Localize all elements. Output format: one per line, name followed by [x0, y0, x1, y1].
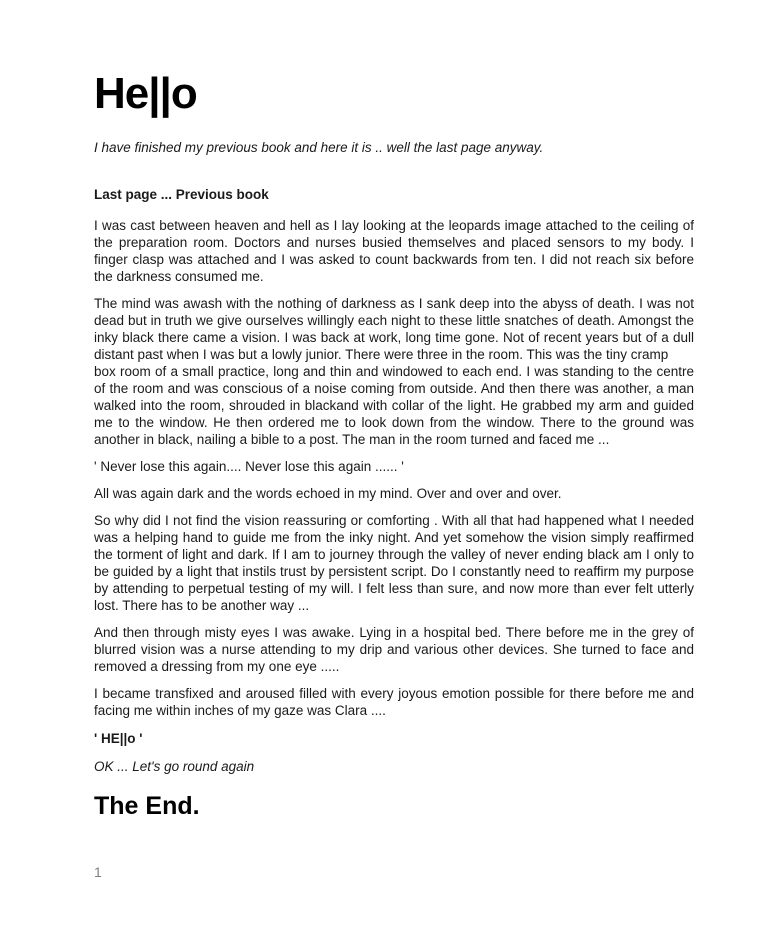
page-number: 1 [94, 864, 102, 880]
paragraph-4: So why did I not find the vision reassuring or comforting . With all that had happened what I needed was a helping hand to guide me from the inky night. And yet somehow the vision simply reaffirmed the torment of light and dark. If I am to journey through the valley of never ending black am I only to be guided by a light that instils trust by persistent script. Do I constantly need to reaffirm my purpose by attending to perpetual testing of my will. I felt less than sure, and now more than ever felt utterly lost. There has to be another way ... [94, 513, 694, 613]
paragraph-3: All was again dark and the words echoed in my mind. Over and over and over. [94, 486, 562, 501]
paragraph-5: And then through misty eyes I was awake. Lying in a hospital bed. There before me in the grey of blurred vision was a nurse attending to my drip and various other devices. She turned to face and removed a dressing from my one eye ..... [94, 625, 694, 674]
quote-line: ' Never lose this again.... Never lose this again ...... ' [94, 459, 404, 474]
paragraph-6: I became transfixed and aroused filled with every joyous emotion possible for there before me and facing me within inches of my gaze was Clara .... [94, 686, 694, 718]
paragraph-2-line-2: box room of a small practice, long and thin and windowed to each end. I was standing to the centre of the room and was conscious of a noise coming from outside. And then there was another, a man walked into the room, shrouded in blackand with collar of the light. He grabbed my arm and guided me to the window. He then ordered me to look down from the window. There to the ground was another in black, nailing a bible to a post. The man in the room turned and faced me ... [94, 364, 694, 447]
section-heading: Last page ... Previous book [94, 187, 269, 202]
page-title: He||o [94, 69, 197, 118]
paragraph-1: I was cast between heaven and hell as I lay looking at the leopards image attached to the ceiling of the preparation room. Doctors and nurses busied themselves and placed sensors to my body. I finger clasp was attached and I was asked to count backwards from ten. I did not reach six before the darkness consumed me. [94, 218, 694, 284]
paragraph-2 [94, 295, 694, 448]
hello-quote-line: ' HE||o ' [94, 731, 143, 746]
subtitle: I have finished my previous book and here it is .. well the last page anyway. [94, 140, 544, 155]
paragraph-2-line-1: The mind was awash with the nothing of darkness as I sank deep into the abyss of death. I was not dead but in truth we give ourselves willingly each night to these little snatches of death. Amongst the inky black there came a vision. I was back at work, long time gone. Not of recent years but of a dull distant past when I was but a lowly junior. There were three in the room. This was the tiny cramp [94, 296, 694, 362]
outro-line: OK ... Let's go round again [94, 759, 255, 774]
end-heading: The End. [94, 792, 200, 820]
